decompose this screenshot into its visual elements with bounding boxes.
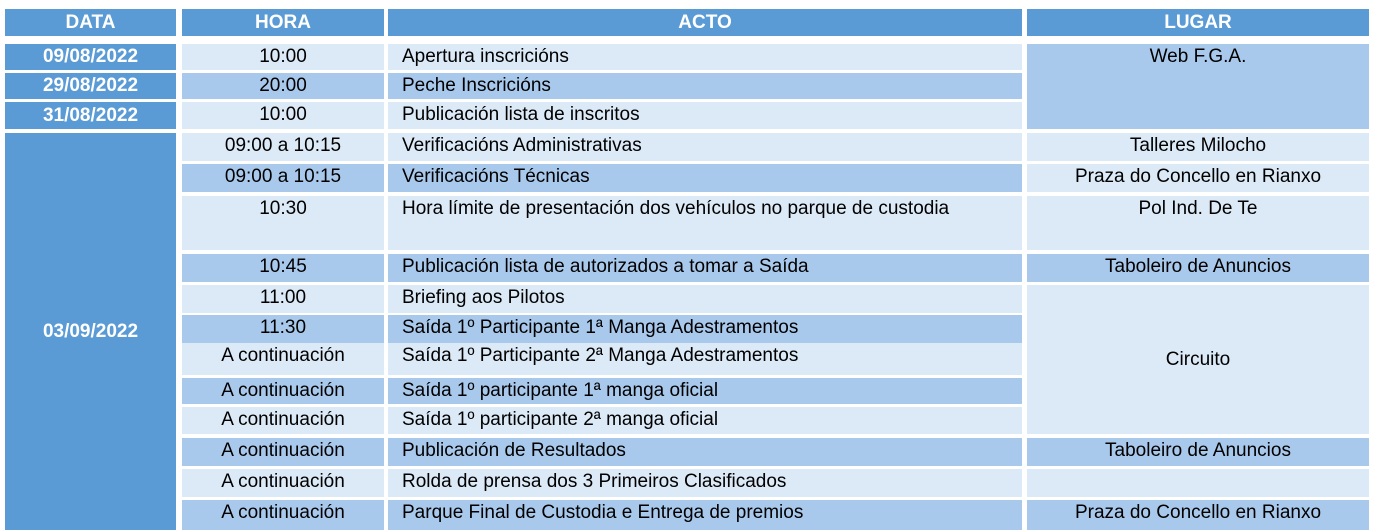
hora-cell: A continuación [182,500,384,530]
hora-cell: 09:00 a 10:15 [182,133,384,161]
date-cell: 09/08/2022 [5,44,176,70]
date-cell: 03/09/2022 [5,133,176,530]
acto-cell: Peche Inscricións [388,73,1022,99]
lugar-cell: Web F.G.A. [1027,44,1369,129]
lugar-cell: Circuito [1027,285,1369,434]
acto-cell: Publicación lista de autorizados a tomar a Saída [388,254,1022,282]
acto-cell: Verificacións Técnicas [388,164,1022,192]
hora-cell: 20:00 [182,73,384,99]
acto-cell: Saída 1º Participante 2ª Manga Adestramentos [388,343,1022,375]
lugar-cell: Pol Ind. De Te [1027,196,1369,250]
header-acto: ACTO [388,9,1022,36]
acto-cell: Saída 1º participante 1ª manga oficial [388,378,1022,404]
lugar-cell: Praza do Concello en Rianxo [1027,164,1369,192]
hora-cell: A continuación [182,469,384,497]
acto-cell: Saída 1º Participante 1ª Manga Adestramentos [388,315,1022,343]
hora-cell: 11:30 [182,315,384,343]
acto-cell: Rolda de prensa dos 3 Primeiros Clasificados [388,469,1022,497]
lugar-cell: Taboleiro de Anuncios [1027,254,1369,282]
hora-cell: 10:45 [182,254,384,282]
acto-cell: Parque Final de Custodia e Entrega de premios [388,500,1022,530]
header-lugar: LUGAR [1027,9,1369,36]
acto-cell: Publicación de Resultados [388,438,1022,466]
lugar-cell: Taboleiro de Anuncios [1027,438,1369,466]
header-hora: HORA [182,9,384,36]
lugar-cell: Praza do Concello en Rianxo [1027,500,1369,530]
hora-cell: A continuación [182,438,384,466]
acto-cell: Verificacións Administrativas [388,133,1022,161]
acto-cell: Saída 1º participante 2ª manga oficial [388,407,1022,434]
lugar-cell: Talleres Milocho [1027,133,1369,161]
acto-cell: Apertura inscricións [388,44,1022,70]
hora-cell: 10:00 [182,102,384,129]
hora-cell: 11:00 [182,285,384,313]
hora-cell: 09:00 a 10:15 [182,164,384,192]
hora-cell: 10:00 [182,44,384,70]
hora-cell: A continuación [182,407,384,434]
date-cell: 31/08/2022 [5,102,176,129]
acto-cell: Hora límite de presentación dos vehículos no parque de custodia [388,196,1022,250]
hora-cell: A continuación [182,343,384,375]
acto-cell: Publicación lista de inscritos [388,102,1022,129]
date-cell: 29/08/2022 [5,73,176,99]
hora-cell: 10:30 [182,196,384,250]
hora-cell: A continuación [182,378,384,404]
lugar-cell [1027,469,1369,497]
acto-cell: Briefing aos Pilotos [388,285,1022,313]
header-data: DATA [5,9,176,36]
